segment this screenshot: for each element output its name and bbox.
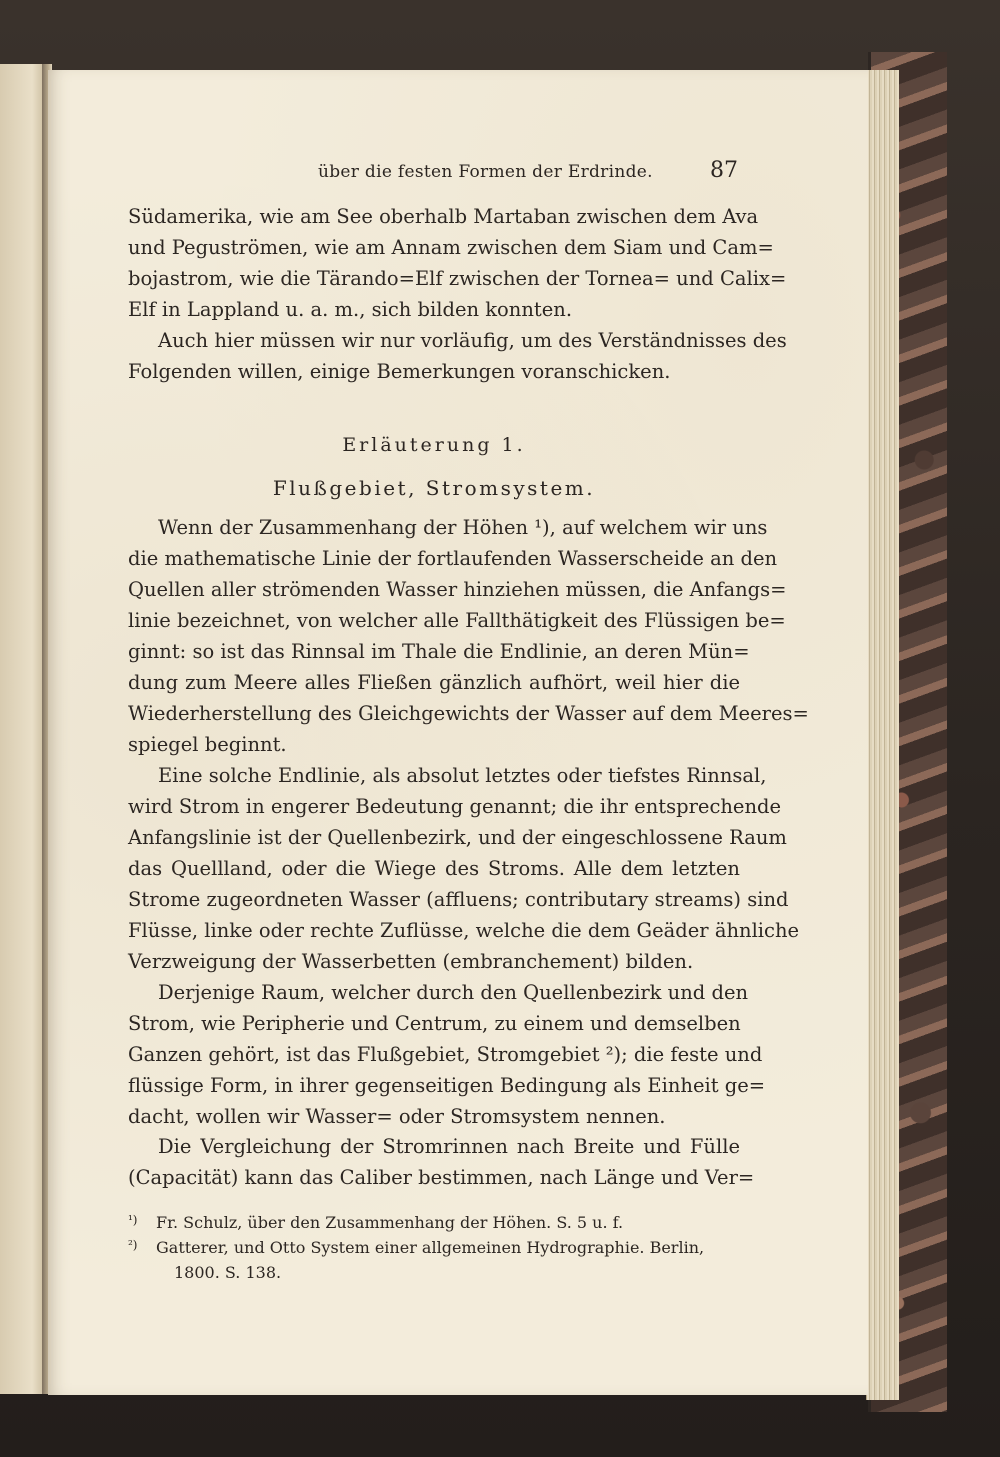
text-line: und Peguströmen, wie am Annam zwischen dem Siam und Cam=	[128, 236, 774, 259]
paragraph	[128, 1131, 755, 1193]
text-line: Wenn der Zusammenhang der Höhen ¹), auf welchem wir uns	[158, 516, 768, 539]
text-line: linie bezeichnet, von welcher alle Fallthätigkeit des Flüssigen be=	[128, 609, 786, 632]
text-line: Wiederherstellung des Gleichgewichts der Wasser auf dem Meeres=	[128, 702, 809, 725]
text-line: Südamerika, wie am See oberhalb Martaban zwischen dem Ava	[128, 205, 759, 228]
text-line: dacht, wollen wir Wasser= oder Stromsystem nennen.	[128, 1105, 666, 1128]
text-line: Anfangslinie ist der Quellenbezirk, und der eingeschlossene Raum	[128, 826, 787, 849]
text-line: Derjenige Raum, welcher durch den Quellenbezirk und den	[158, 981, 749, 1004]
page-stack-edges	[866, 70, 899, 1400]
text-line: Ganzen gehört, ist das Flußgebiet, Stromgebiet ²); die feste und	[128, 1043, 763, 1066]
running-title: über die festen Formen der Erdrinde.	[318, 162, 653, 182]
footnote	[128, 1235, 740, 1260]
text-line: Quellen aller strömenden Wasser hinziehen müssen, die Anfangs=	[128, 578, 787, 601]
text-line: die mathematische Linie der fortlaufenden Wasserscheide an den	[128, 547, 778, 570]
paragraph	[128, 760, 800, 977]
section-subheading: Flußgebiet, Stromsystem.	[272, 476, 596, 500]
text-line: Eine solche Endlinie, als absolut letztes oder tiefstes Rinnsal,	[158, 764, 767, 787]
footnote-marker: ²)	[128, 1238, 138, 1252]
text-line: ginnt: so ist das Rinnsal im Thale die Endlinie, an deren Mün=	[128, 640, 750, 663]
page-number: 87	[710, 158, 738, 183]
paragraph	[128, 201, 787, 325]
footnotes	[128, 1210, 740, 1285]
text-line: bojastrom, wie die Tärando=Elf zwischen der Tornea= und Calix=	[128, 267, 787, 290]
text-line: Flüsse, linke oder rechte Zuflüsse, welche die dem Geäder ähnliche	[128, 919, 800, 942]
footnote-continuation: 1800. S. 138.	[174, 1263, 282, 1282]
paragraph	[128, 977, 766, 1132]
text-line: flüssige Form, in ihrer gegenseitigen Bedingung als Einheit ge=	[128, 1074, 766, 1097]
text-line: (Capacität) kann das Caliber bestimmen, nach Länge und Ver=	[128, 1166, 755, 1189]
text-line: Strom, wie Peripherie und Centrum, zu einem und demselben	[128, 1012, 741, 1035]
text-line: spiegel beginnt.	[128, 733, 287, 756]
running-head	[118, 158, 738, 192]
section-heading: Erläuterung 1.	[342, 434, 526, 456]
text-line: Auch hier müssen wir nur vorläufig, um des Verständnisses des	[158, 329, 787, 352]
text-line: das Quellland, oder die Wiege des Stroms. Alle dem letzten	[128, 857, 740, 880]
footnote-marker: ¹)	[128, 1213, 138, 1227]
paragraph	[128, 512, 809, 760]
book-page	[48, 70, 868, 1395]
text-line: Strome zugeordneten Wasser (affluens; contributary streams) sind	[128, 888, 789, 911]
text-line: Folgenden willen, einige Bemerkungen voranschicken.	[128, 360, 671, 383]
paragraph	[128, 325, 787, 387]
text-line: Verzweigung der Wasserbetten (embranchement) bilden.	[128, 950, 694, 973]
text-line: wird Strom in engerer Bedeutung genannt; die ihr entsprechende	[128, 795, 782, 818]
footnote-text: Fr. Schulz, über den Zusammenhang der Höhen. S. 5 u. f.	[156, 1213, 624, 1232]
text-line: dung zum Meere alles Fließen gänzlich aufhört, weil hier die	[128, 671, 740, 694]
facing-page-edge	[0, 64, 47, 1394]
footnote-text: Gatterer, und Otto System einer allgemeinen Hydrographie. Berlin,	[156, 1238, 705, 1257]
text-line: Die Vergleichung der Stromrinnen nach Breite und Fülle	[158, 1135, 740, 1158]
text-line: Elf in Lappland u. a. m., sich bilden konnten.	[128, 298, 573, 321]
footnote	[128, 1210, 740, 1235]
